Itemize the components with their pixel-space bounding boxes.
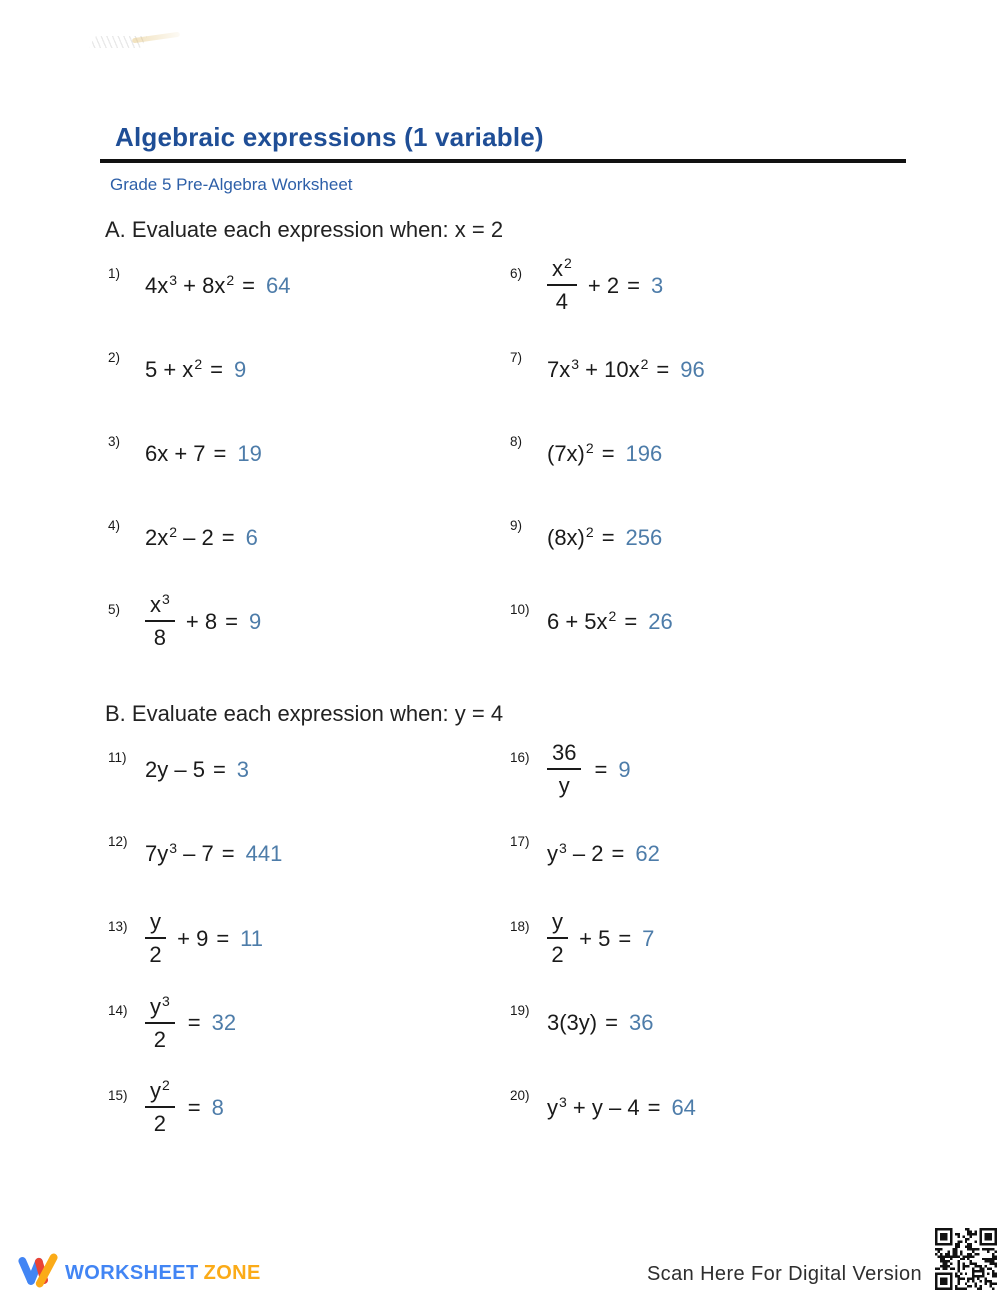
problem-answer: 9 — [248, 608, 262, 634]
exponent: 2 — [194, 355, 203, 372]
problem-answer: 64 — [671, 1094, 696, 1120]
problem-number: 3) — [108, 433, 121, 449]
problem-item — [100, 896, 502, 981]
problems-grid-b — [100, 727, 906, 1150]
exponent: 2 — [585, 523, 594, 540]
problem-number: 15) — [108, 1087, 128, 1103]
exponent: 2 — [585, 439, 594, 456]
expression-text: $6 + 5x^2$ — [547, 607, 617, 634]
fraction-numerator: $x^3$ — [145, 591, 175, 622]
problem-item — [502, 411, 906, 495]
brand-word-worksheet: WORKSHEET — [65, 1261, 199, 1284]
problem-answer: 3 — [236, 756, 250, 782]
problem-expression — [145, 908, 263, 968]
problem-expression — [547, 524, 662, 551]
problem-expression — [145, 440, 262, 467]
exponent: 3 — [571, 355, 580, 372]
exponent: 3 — [559, 840, 567, 857]
fraction-numerator: $x^2$ — [547, 255, 577, 286]
problem-number: 10) — [510, 601, 530, 617]
problem-expression — [145, 1077, 224, 1137]
expression-text: $y^3 + y - 4$ — [547, 1093, 640, 1120]
fraction — [145, 993, 175, 1053]
fraction — [145, 908, 166, 968]
equals-sign: = — [213, 440, 227, 466]
problem-expression — [145, 756, 249, 783]
equals-sign: = — [212, 756, 226, 782]
equals-sign: = — [187, 1010, 201, 1036]
equals-sign: = — [647, 1094, 661, 1120]
page-title: Algebraic expressions (1 variable) — [115, 122, 544, 152]
section-a-heading: A. Evaluate each expression when: x = 2 — [105, 217, 504, 242]
problem-expression — [547, 739, 631, 799]
expression-text: 3(3y) — [547, 1010, 598, 1036]
fraction-denominator: 4 — [555, 289, 569, 314]
problem-item — [100, 1065, 502, 1150]
exponent: 2 — [608, 607, 617, 624]
section-b-heading: B. Evaluate each expression when: y = 4 — [105, 701, 504, 726]
equals-sign: = — [594, 756, 608, 782]
fraction-denominator: 2 — [551, 942, 564, 968]
title-underline-rule — [100, 120, 906, 163]
expression-text: 6x + 7 — [145, 440, 206, 466]
equals-sign: = — [187, 1094, 201, 1120]
equals-sign: = — [618, 925, 632, 951]
problem-number: 14) — [108, 1003, 128, 1019]
problem-item — [100, 727, 502, 812]
problem-expression — [547, 255, 663, 315]
fraction-numerator: y — [547, 908, 568, 939]
exponent: 2 — [169, 523, 178, 540]
exponent: 2 — [564, 255, 572, 271]
equals-sign: = — [221, 524, 235, 550]
problem-number: 5) — [108, 601, 121, 617]
equals-sign: = — [216, 925, 230, 951]
problem-item — [502, 579, 906, 663]
problem-answer: 32 — [211, 1010, 237, 1036]
fraction-denominator: 8 — [153, 625, 167, 650]
brand-word-zone: ZONE — [203, 1261, 261, 1284]
worksheetzone-logo — [18, 1252, 261, 1294]
problem-item — [100, 812, 502, 897]
equals-sign: = — [611, 841, 625, 867]
problem-item — [502, 495, 906, 579]
equals-sign: = — [210, 356, 223, 382]
exponent: 2 — [640, 355, 649, 372]
equals-sign: = — [601, 524, 615, 550]
problem-number: 11) — [108, 749, 127, 765]
problem-answer: 256 — [625, 524, 663, 550]
problem-answer: 196 — [625, 440, 663, 466]
fraction-numerator: $y^2$ — [145, 1077, 175, 1108]
fraction — [145, 591, 175, 651]
problem-answer: 7 — [642, 925, 655, 951]
fraction-denominator: 2 — [153, 1026, 167, 1052]
problem-number: 13) — [108, 918, 128, 934]
exponent: 3 — [162, 992, 170, 1009]
problem-answer: 9 — [618, 756, 631, 782]
equals-sign: = — [225, 608, 238, 634]
problem-expression — [547, 608, 673, 635]
problem-expression — [145, 993, 236, 1053]
problem-answer: 441 — [245, 841, 283, 867]
expression-text: $7y^3 - 7$ — [145, 840, 214, 867]
problem-expression — [547, 1009, 653, 1036]
expression-text: $(7x)^2$ — [547, 439, 594, 466]
problem-expression — [547, 840, 660, 867]
problem-expression — [547, 1094, 696, 1121]
expression-text: $4x^3 + 8x^2$ — [145, 271, 235, 298]
problem-answer: 19 — [237, 440, 262, 466]
problem-answer: 26 — [648, 608, 673, 634]
problem-number: 20) — [510, 1087, 530, 1103]
equals-sign: = — [221, 841, 235, 867]
expression-text: $5 + x^2$ — [145, 355, 203, 382]
problems-grid-a — [100, 243, 906, 663]
problem-item — [502, 727, 906, 812]
problem-expression — [145, 591, 261, 651]
problem-number: 1) — [108, 265, 121, 281]
problem-answer: 36 — [628, 1010, 654, 1036]
fraction-numerator: $y^3$ — [145, 993, 175, 1024]
problem-number: 19) — [510, 1003, 530, 1019]
problem-answer: 64 — [266, 272, 291, 298]
problem-item — [502, 896, 906, 981]
problem-item — [100, 327, 502, 411]
exponent: 2 — [162, 1077, 170, 1094]
worksheetzone-logo-icon — [18, 1252, 58, 1294]
problem-expression — [547, 440, 662, 467]
problem-answer: 3 — [650, 272, 664, 298]
problem-item — [100, 495, 502, 579]
fraction-denominator: 2 — [149, 942, 162, 968]
problem-expression — [547, 356, 705, 383]
problem-expression — [145, 272, 291, 299]
problem-number: 9) — [510, 517, 523, 533]
faint-watermark-swoosh — [132, 32, 180, 44]
equals-sign: = — [656, 356, 670, 382]
expression-text: $2x^2 - 2$ — [145, 523, 214, 550]
equals-sign: = — [601, 440, 615, 466]
problem-number: 16) — [510, 749, 530, 765]
faint-watermark — [92, 32, 252, 50]
problem-item — [100, 579, 502, 663]
problem-number: 4) — [108, 517, 121, 533]
fraction-denominator: y — [558, 773, 570, 799]
exponent: 2 — [226, 271, 235, 288]
problem-item — [502, 812, 906, 897]
problem-expression — [145, 840, 282, 867]
exponent: 3 — [169, 840, 178, 857]
fraction-numerator: 36 — [547, 739, 581, 770]
worksheetzone-logo-text — [65, 1262, 261, 1285]
expression-text: + 2 — [581, 272, 620, 298]
fraction — [547, 908, 568, 968]
problem-answer: 62 — [635, 841, 660, 867]
problem-item — [100, 243, 502, 327]
problem-answer: 96 — [680, 356, 705, 382]
problem-answer: 9 — [233, 356, 247, 382]
problem-item — [100, 411, 502, 495]
problem-number: 17) — [510, 834, 530, 850]
problem-expression — [145, 356, 246, 383]
problem-answer: 11 — [240, 925, 264, 951]
problem-item — [502, 981, 906, 1066]
problem-item — [100, 981, 502, 1066]
expression-text: $(8x)^2$ — [547, 523, 594, 550]
equals-sign: = — [242, 272, 256, 298]
expression-text: + 8 — [179, 608, 218, 634]
problem-number: 18) — [510, 918, 530, 934]
expression-text: 2y – 5 — [145, 756, 205, 782]
exponent: 3 — [162, 591, 170, 607]
problem-number: 6) — [510, 265, 523, 281]
fraction — [145, 1077, 175, 1137]
problem-item — [502, 1065, 906, 1150]
equals-sign: = — [624, 608, 638, 634]
problem-number: 12) — [108, 834, 128, 850]
problem-expression — [547, 908, 654, 968]
qr-code — [935, 1228, 997, 1290]
expression-text: + 9 — [171, 925, 209, 951]
expression-text: + 5 — [573, 925, 611, 951]
problem-number: 2) — [108, 349, 121, 365]
equals-sign: = — [605, 1010, 618, 1036]
problem-number: 7) — [510, 349, 523, 365]
scan-here-label: Scan Here For Digital Version — [646, 1263, 922, 1285]
fraction — [547, 739, 581, 799]
problem-item — [502, 243, 906, 327]
equals-sign: = — [627, 272, 640, 298]
problem-answer: 8 — [211, 1094, 224, 1120]
expression-text: $7x^3 + 10x^2$ — [547, 355, 649, 382]
exponent: 3 — [559, 1093, 567, 1110]
expression-text: $y^3 - 2$ — [547, 840, 604, 867]
problem-answer: 6 — [245, 524, 258, 550]
problem-number: 8) — [510, 433, 523, 449]
fraction-numerator: y — [145, 908, 166, 939]
page-subtitle: Grade 5 Pre-Algebra Worksheet — [110, 175, 353, 194]
fraction — [547, 255, 577, 315]
exponent: 3 — [169, 271, 178, 288]
worksheet-content — [100, 120, 906, 1150]
fraction-denominator: 2 — [153, 1111, 167, 1137]
problem-item — [502, 327, 906, 411]
problem-expression — [145, 524, 258, 551]
